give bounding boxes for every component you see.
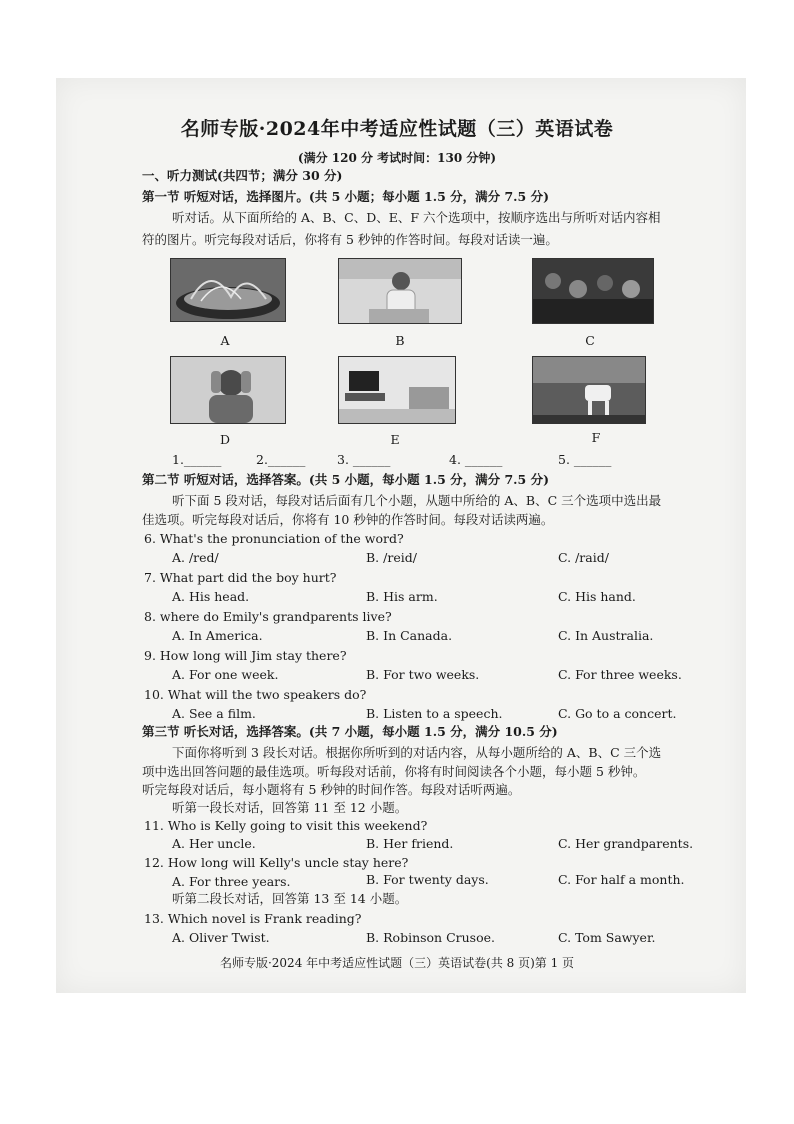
question-11: 11. Who is Kelly going to visit this weekend? bbox=[144, 818, 428, 833]
picture-e-living-room bbox=[338, 356, 456, 424]
picture-b-woman bbox=[338, 258, 462, 324]
section1-instruction-line2: 符的图片。听完每段对话后，你将有 5 秒钟的作答时间。每段对话读一遍。 bbox=[142, 232, 558, 247]
picture-label-a: A bbox=[220, 333, 230, 348]
section2-instruction-line2: 佳选项。听完每段对话后，你将有 10 秒钟的作答时间。每段对话读两遍。 bbox=[142, 512, 554, 527]
picture-label-d: D bbox=[219, 432, 231, 447]
q8-option-a[interactable]: A. In America. bbox=[172, 628, 263, 643]
q8-option-c[interactable]: C. In Australia. bbox=[558, 628, 654, 643]
exam-title: 名师专版·2024年中考适应性试题（三）英语试卷 bbox=[180, 118, 614, 140]
q6-option-c[interactable]: C. /raid/ bbox=[558, 550, 609, 565]
picture-label-f: F bbox=[591, 430, 601, 445]
q13-option-c[interactable]: C. Tom Sawyer. bbox=[558, 930, 656, 945]
q8-option-b[interactable]: B. In Canada. bbox=[366, 628, 453, 643]
q6-option-a[interactable]: A. /red/ bbox=[172, 550, 219, 565]
picture-label-c: C bbox=[585, 333, 595, 348]
q13-option-a[interactable]: A. Oliver Twist. bbox=[172, 930, 270, 945]
exam-subtitle: (满分 120 分 考试时间：130 分钟) bbox=[297, 151, 497, 165]
q9-option-c[interactable]: C. For three weeks. bbox=[558, 667, 682, 682]
section1-heading: 第一节 听短对话，选择图片。(共 5 小题；每小题 1.5 分，满分 7.5 分) bbox=[142, 189, 549, 204]
dialog2-note: 听第二段长对话，回答第 13 至 14 小题。 bbox=[172, 891, 408, 906]
q10-option-a[interactable]: A. See a film. bbox=[172, 706, 256, 721]
question-12: 12. How long will Kelly's uncle stay here? bbox=[144, 855, 409, 870]
q9-option-a[interactable]: A. For one week. bbox=[172, 667, 279, 682]
answer-blank-5[interactable]: 5. ______ bbox=[558, 452, 612, 467]
q11-option-a[interactable]: A. Her uncle. bbox=[172, 836, 256, 851]
page-footer: 名师专版·2024 年中考适应性试题（三）英语试卷(共 8 页)第 1 页 bbox=[219, 956, 575, 970]
section1-instruction-line1: 听对话。从下面所给的 A、B、C、D、E、F 六个选项中，按顺序选出与所听对话内容相 bbox=[172, 210, 661, 225]
q6-option-b[interactable]: B. /reid/ bbox=[366, 550, 417, 565]
answer-blank-2[interactable]: 2.______ bbox=[256, 452, 306, 467]
question-10: 10. What will the two speakers do? bbox=[144, 687, 367, 702]
dialog1-note: 听第一段长对话，回答第 11 至 12 小题。 bbox=[172, 800, 408, 815]
picture-a-noodles bbox=[170, 258, 286, 322]
q11-option-c[interactable]: C. Her grandparents. bbox=[558, 836, 694, 851]
q11-option-b[interactable]: B. Her friend. bbox=[366, 836, 454, 851]
question-6: 6. What's the pronunciation of the word? bbox=[144, 531, 404, 546]
picture-label-e: E bbox=[390, 432, 400, 447]
q7-option-a[interactable]: A. His head. bbox=[172, 589, 250, 604]
q9-option-b[interactable]: B. For two weeks. bbox=[366, 667, 480, 682]
part1-heading: 一、听力测试(共四节；满分 30 分) bbox=[142, 168, 343, 183]
answer-blank-3[interactable]: 3. ______ bbox=[337, 452, 391, 467]
q10-option-c[interactable]: C. Go to a concert. bbox=[558, 706, 677, 721]
picture-f-horse bbox=[532, 356, 646, 424]
question-7: 7. What part did the boy hurt? bbox=[144, 570, 337, 585]
picture-c-crowd bbox=[532, 258, 654, 324]
q7-option-b[interactable]: B. His arm. bbox=[366, 589, 438, 604]
question-9: 9. How long will Jim stay there? bbox=[144, 648, 347, 663]
answer-blank-4[interactable]: 4. ______ bbox=[449, 452, 503, 467]
q12-option-c[interactable]: C. For half a month. bbox=[558, 872, 685, 887]
question-8: 8. where do Emily's grandparents live? bbox=[144, 609, 392, 624]
question-13: 13. Which novel is Frank reading? bbox=[144, 911, 362, 926]
section3-heading: 第三节 听长对话，选择答案。(共 7 小题，每小题 1.5 分，满分 10.5 分) bbox=[142, 724, 558, 739]
section3-instruction-line3: 听完每段对话后，每小题将有 5 秒钟的时间作答。每段对话听两遍。 bbox=[142, 782, 521, 797]
q12-option-a[interactable]: A. For three years. bbox=[172, 874, 291, 889]
section2-instruction-line1: 听下面 5 段对话，每段对话后面有几个小题，从题中所给的 A、B、C 三个选项中选出最 bbox=[172, 493, 662, 508]
q7-option-c[interactable]: C. His hand. bbox=[558, 589, 636, 604]
q13-option-b[interactable]: B. Robinson Crusoe. bbox=[366, 930, 495, 945]
section3-instruction-line1: 下面你将听到 3 段长对话。根据你所听到的对话内容，从每小题所给的 A、B、C 三个选 bbox=[172, 745, 662, 760]
answer-blank-1[interactable]: 1.______ bbox=[172, 452, 222, 467]
section3-instruction-line2: 项中选出回答问题的最佳选项。听每段对话前，你将有时间阅读各个小题，每小题 5 秒钟。 bbox=[142, 764, 646, 779]
picture-label-b: B bbox=[395, 333, 405, 348]
q10-option-b[interactable]: B. Listen to a speech. bbox=[366, 706, 503, 721]
section2-heading: 第二节 听短对话，选择答案。(共 5 小题，每小题 1.5 分，满分 7.5 分) bbox=[142, 472, 549, 487]
q12-option-b[interactable]: B. For twenty days. bbox=[366, 872, 489, 887]
picture-d-headache bbox=[170, 356, 286, 424]
